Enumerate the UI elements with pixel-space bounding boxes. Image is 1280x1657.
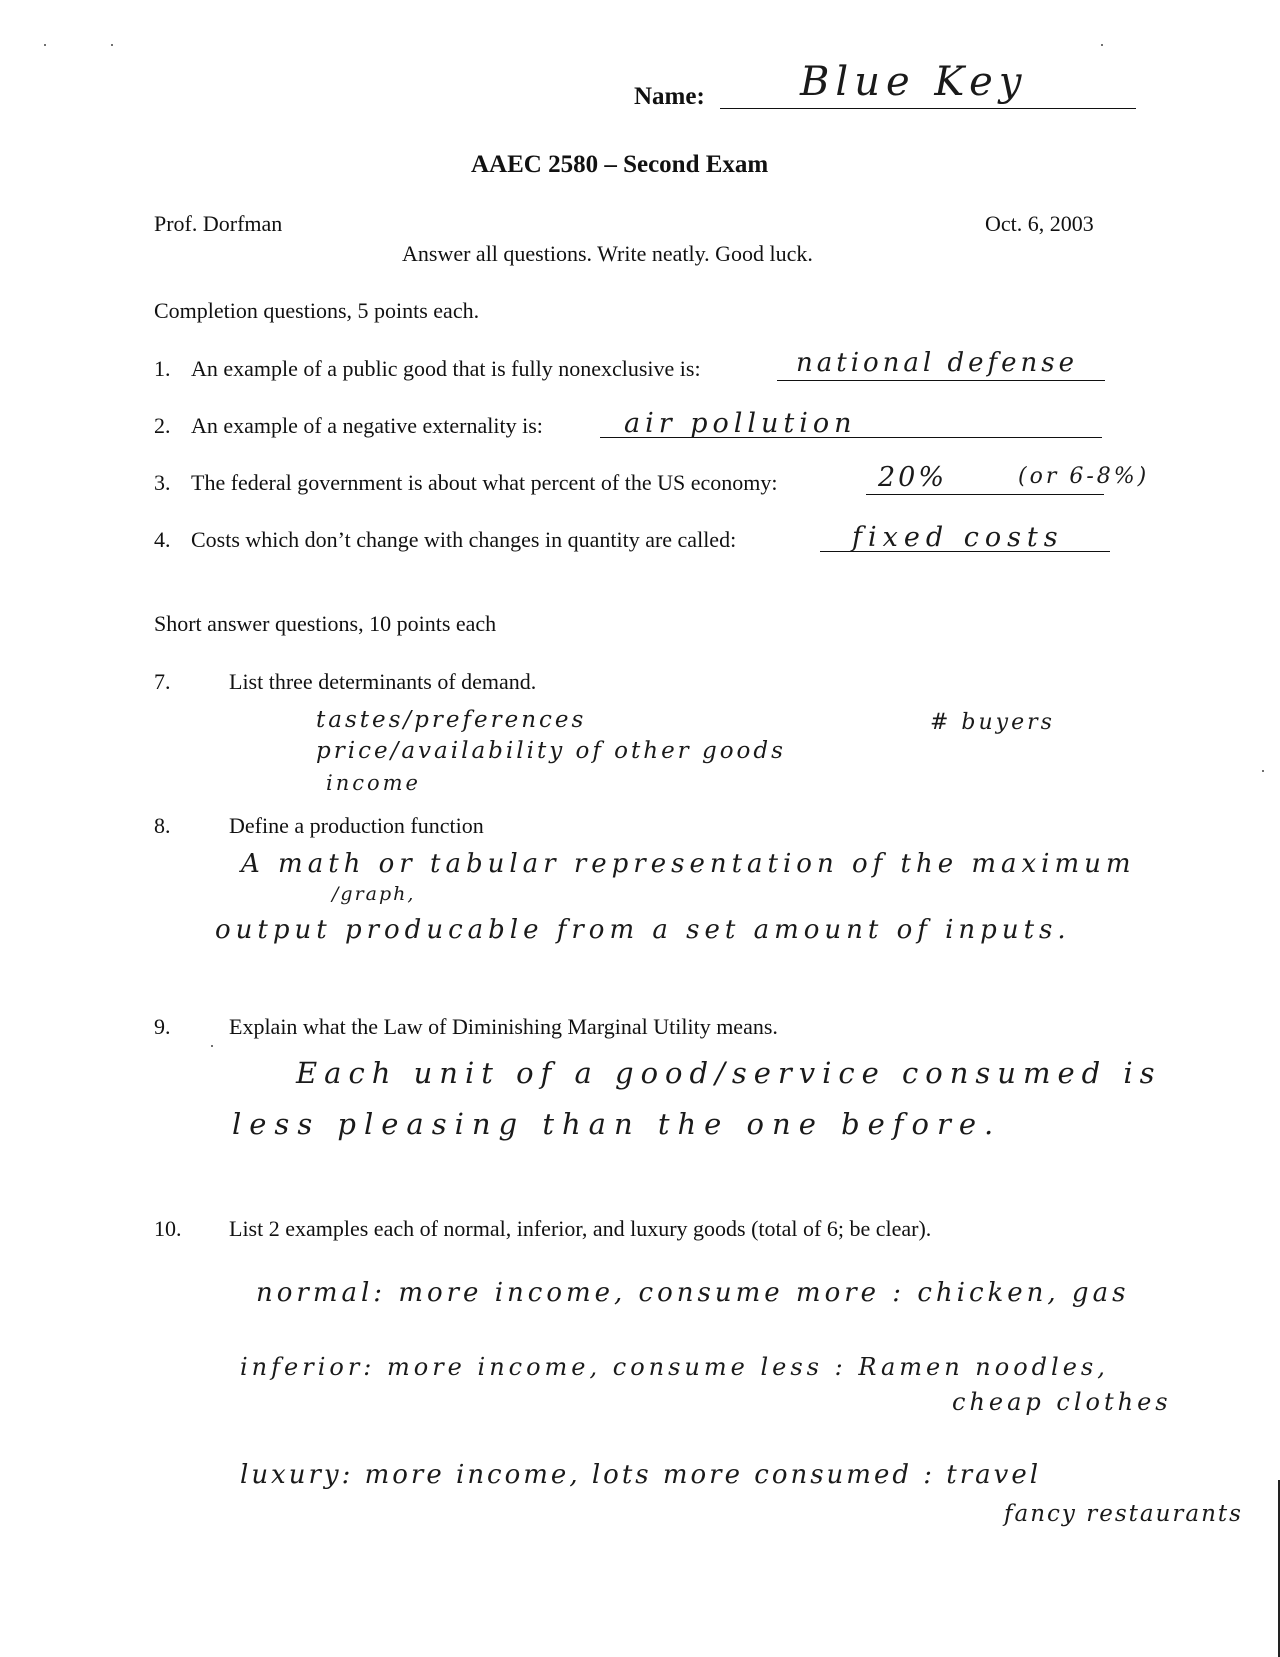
question-7-text: List three determinants of demand. bbox=[229, 669, 537, 694]
q8-answer-line-2: output producable from a set amount of inputs. bbox=[215, 915, 1071, 945]
answer-1-line bbox=[777, 380, 1105, 381]
answer-3-line bbox=[866, 494, 1104, 495]
q7-answer-price: price/availability of other goods bbox=[316, 738, 786, 764]
scan-speck bbox=[1101, 44, 1103, 46]
question-1-number: 1. bbox=[154, 356, 171, 381]
completion-heading: Completion questions, 5 points each. bbox=[154, 298, 480, 323]
q10-answer-luxury-cont: fancy restaurants bbox=[1004, 1501, 1243, 1527]
answer-1: national defense bbox=[796, 348, 1079, 378]
q9-answer-line-2: less pleasing than the one before. bbox=[232, 1107, 1002, 1141]
exam-date: Oct. 6, 2003 bbox=[985, 211, 1094, 236]
question-2-number: 2. bbox=[154, 413, 171, 438]
question-8-number: 8. bbox=[154, 813, 171, 838]
q7-answer-income: income bbox=[326, 771, 421, 795]
question-3-text: The federal government is about what percent of the US economy: bbox=[191, 470, 778, 495]
q7-answer-buyers: # buyers bbox=[930, 710, 1055, 735]
q10-answer-luxury: luxury: more income, lots more consumed : travel bbox=[240, 1460, 1042, 1490]
scan-speck bbox=[44, 44, 46, 46]
instructions: Answer all questions. Write neatly. Good luck. bbox=[402, 241, 813, 266]
question-2-text: An example of a negative externality is: bbox=[191, 413, 543, 438]
q8-answer-line-1: A math or tabular representation of the maximum bbox=[241, 849, 1136, 879]
professor-name: Prof. Dorfman bbox=[154, 211, 283, 236]
exam-title: AAEC 2580 – Second Exam bbox=[471, 151, 769, 178]
question-4-number: 4. bbox=[154, 527, 171, 552]
scan-speck bbox=[211, 1045, 213, 1047]
name-underline bbox=[720, 108, 1136, 109]
name-label: Name: bbox=[634, 83, 705, 110]
q10-answer-inferior: inferior: more income, consume less : Ramen noodles, bbox=[240, 1353, 1109, 1381]
answer-2: air pollution bbox=[624, 408, 857, 439]
question-9-text: Explain what the Law of Diminishing Marginal Utility means. bbox=[229, 1014, 778, 1039]
question-3-number: 3. bbox=[154, 470, 171, 495]
scan-speck bbox=[1262, 770, 1264, 772]
q10-answer-inferior-cont: cheap clothes bbox=[952, 1388, 1172, 1416]
q9-answer-line-1: Each unit of a good/service consumed is bbox=[296, 1056, 1162, 1090]
name-value: Blue Key bbox=[800, 59, 1028, 105]
q10-answer-normal: normal: more income, consume more : chicken, gas bbox=[256, 1278, 1130, 1308]
question-8-text: Define a production function bbox=[229, 813, 484, 838]
question-10-text: List 2 examples each of normal, inferior, and luxury goods (total of 6; be clear). bbox=[229, 1216, 932, 1241]
q7-answer-tastes: tastes/preferences bbox=[316, 707, 587, 733]
answer-4: fixed costs bbox=[852, 522, 1064, 553]
question-10-number: 10. bbox=[154, 1216, 182, 1241]
question-4-text: Costs which don’t change with changes in quantity are called: bbox=[191, 527, 737, 552]
answer-3-note: (or 6-8%) bbox=[1018, 464, 1150, 489]
answer-3: 20% bbox=[878, 462, 948, 493]
scan-speck bbox=[111, 44, 113, 46]
question-7-number: 7. bbox=[154, 669, 171, 694]
question-9-number: 9. bbox=[154, 1014, 171, 1039]
short-answer-heading: Short answer questions, 10 points each bbox=[154, 611, 497, 636]
question-1-text: An example of a public good that is fully nonexclusive is: bbox=[191, 356, 701, 381]
q8-answer-insert: /graph, bbox=[332, 883, 416, 905]
